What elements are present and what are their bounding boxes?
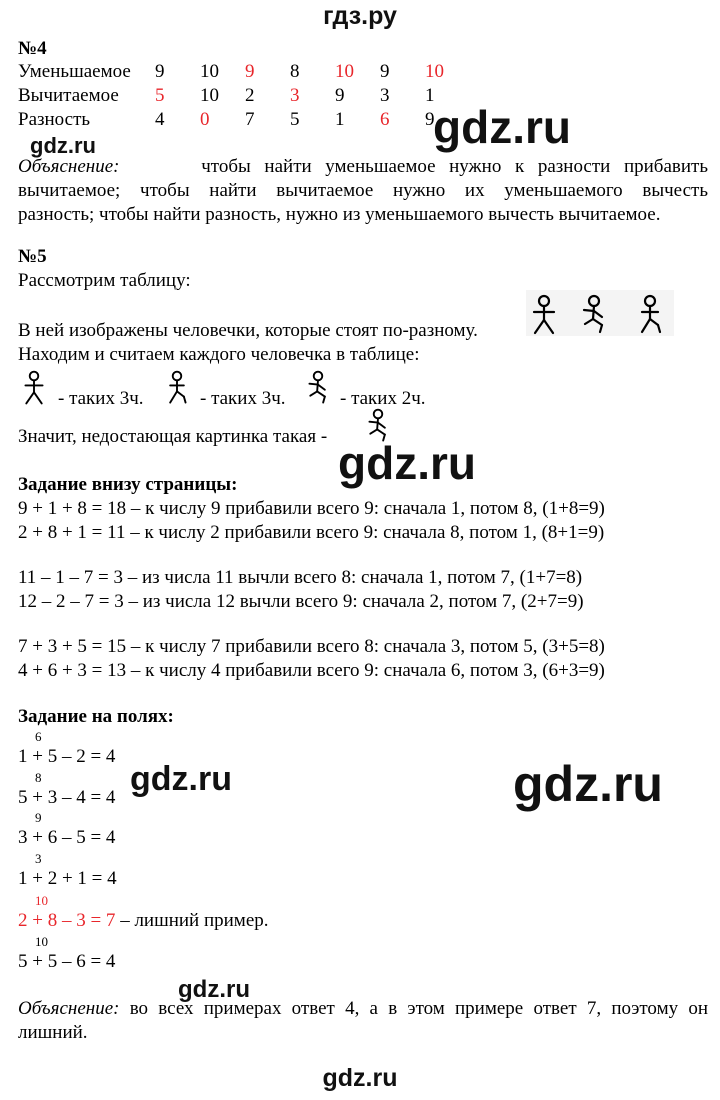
stickman-running-icon xyxy=(306,370,330,406)
stickman-stepping-icon xyxy=(636,294,664,336)
watermark: gdz.ru xyxy=(513,756,663,812)
bottom-task-title: Задание внизу страницы: xyxy=(18,474,238,495)
watermark: gdz.ru xyxy=(433,101,571,153)
task5-answer: Значит, недостающая картинка такая - xyxy=(18,426,328,447)
table-cell: 9 xyxy=(425,109,435,130)
task4-explanation-line: вычитаемое; чтобы найти вычитаемое нужно их уменьшаемого вычесть xyxy=(18,180,708,201)
table-row-label: Разность xyxy=(18,109,91,130)
table-cell: 7 xyxy=(245,109,255,130)
margin-example: 5 + 3 – 4 = 4 xyxy=(18,787,116,808)
explanation-text: чтобы найти уменьшаемое нужно к разности прибавить xyxy=(201,156,708,177)
explanation-label: Объяснение: xyxy=(18,156,120,177)
bottom-task-line: 2 + 8 + 1 = 11 – к числу 2 прибавили всего 9: сначала 8, потом 1, (8+1=9) xyxy=(18,522,605,543)
count-label: - таких 2ч. xyxy=(340,388,426,409)
bottom-task-line: 7 + 3 + 5 = 15 – к числу 7 прибавили всего 8: сначала 3, потом 5, (3+5=8) xyxy=(18,636,605,657)
task4-title: №4 xyxy=(18,38,47,59)
table-row-label: Уменьшаемое xyxy=(18,61,131,82)
task4-explanation-line: разность; чтобы найти разность, нужно из уменьшаемого вычесть вычитаемое. xyxy=(18,204,661,225)
stickman-standing-icon xyxy=(530,294,558,336)
table-cell: 0 xyxy=(200,109,210,130)
watermark: gdz.ru xyxy=(30,133,96,158)
superscript: 8 xyxy=(35,770,42,785)
superscript: 9 xyxy=(35,810,42,825)
table-cell: 9 xyxy=(380,61,390,82)
margin-example: 5 + 5 – 6 = 4 xyxy=(18,951,116,972)
bottom-task-line: 11 – 1 – 7 = 3 – из числа 11 вычли всего 8: сначала 1, потом 7, (1+7=8) xyxy=(18,567,583,588)
table-cell: 10 xyxy=(425,61,444,82)
site-header: гдз.ру xyxy=(323,2,397,30)
table-cell: 5 xyxy=(155,85,165,106)
bottom-task-line: 9 + 1 + 8 = 18 – к числу 9 прибавили всего 9: сначала 1, потом 8, (1+8=9) xyxy=(18,498,605,519)
explanation-label: Объяснение: xyxy=(18,998,120,1019)
count-label: - таких 3ч. xyxy=(200,388,286,409)
watermark: gdz.ru xyxy=(178,976,250,1003)
margin-explanation-line: лишний. xyxy=(18,1022,88,1043)
superscript: 10 xyxy=(35,893,48,908)
stickman-running-icon xyxy=(580,294,608,336)
table-cell: 6 xyxy=(380,109,390,130)
table-cell: 8 xyxy=(290,61,300,82)
margin-example-extra xyxy=(18,910,269,932)
superscript: 10 xyxy=(35,934,48,949)
task5-line: Рассмотрим таблицу: xyxy=(18,270,191,291)
task5-line: В ней изображены человечки, которые стоят по-разному. xyxy=(18,320,478,341)
table-cell: 9 xyxy=(335,85,345,106)
table-cell: 10 xyxy=(200,85,219,106)
table-cell: 9 xyxy=(155,61,165,82)
superscript: 6 xyxy=(35,729,42,744)
explanation-text: во всех примерах ответ 4, а в этом примере ответ 7, поэтому он xyxy=(129,998,708,1019)
table-cell: 3 xyxy=(290,85,300,106)
watermark: gdz.ru xyxy=(130,760,232,798)
table-cell: 5 xyxy=(290,109,300,130)
margin-explanation-line xyxy=(18,998,708,1020)
table-cell: 2 xyxy=(245,85,255,106)
bottom-task-line: 4 + 6 + 3 = 13 – к числу 4 прибавили всего 9: сначала 6, потом 3, (6+3=9) xyxy=(18,660,605,681)
table-cell: 10 xyxy=(200,61,219,82)
task4-explanation-line xyxy=(18,156,708,178)
margin-example: 3 + 6 – 5 = 4 xyxy=(18,827,116,848)
table-cell: 10 xyxy=(335,61,354,82)
stickman-standing-icon xyxy=(22,370,46,406)
task5-title: №5 xyxy=(18,246,47,267)
margin-example: 1 + 5 – 2 = 4 xyxy=(18,746,116,767)
table-cell: 1 xyxy=(425,85,435,106)
table-cell: 1 xyxy=(335,109,345,130)
table-cell: 3 xyxy=(380,85,390,106)
watermark: gdz.ru xyxy=(338,437,476,489)
extra-expression: 2 + 8 – 3 = 7 xyxy=(18,910,116,931)
stickman-stepping-icon xyxy=(165,370,189,406)
watermark: gdz.ru xyxy=(322,1064,398,1092)
margin-task-title: Задание на полях: xyxy=(18,706,174,727)
table-cell: 9 xyxy=(245,61,255,82)
task5-line: Находим и считаем каждого человечка в таблице: xyxy=(18,344,420,365)
table-cell: 4 xyxy=(155,109,165,130)
count-label: - таких 3ч. xyxy=(58,388,144,409)
margin-example: 1 + 2 + 1 = 4 xyxy=(18,868,117,889)
superscript: 3 xyxy=(35,851,42,866)
table-row-label: Вычитаемое xyxy=(18,85,119,106)
extra-note: – лишний пример. xyxy=(115,910,269,931)
bottom-task-line: 12 – 2 – 7 = 3 – из числа 12 вычли всего 9: сначала 2, потом 7, (2+7=9) xyxy=(18,591,584,612)
